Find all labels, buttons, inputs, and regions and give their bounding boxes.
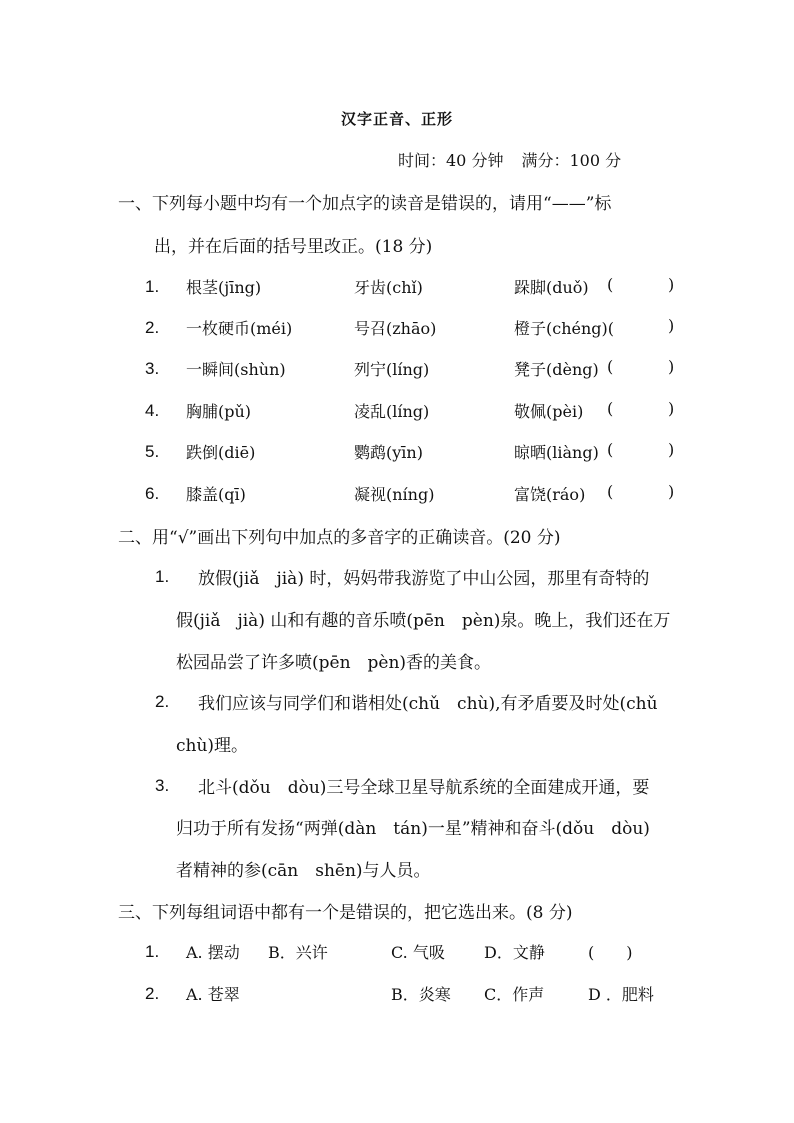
row-number: 2. <box>145 318 160 337</box>
paragraph-line: 松园品尝了许多喷(pēn pèn)香的美食。 <box>176 653 492 673</box>
time-limit: 时间：40 分钟 <box>398 151 504 170</box>
section2-heading: 二、用“√”画出下列句中加点的多音字的正确读音。(20 分) <box>118 528 561 548</box>
word-b: 凝视(níng) <box>354 485 435 504</box>
row-number: 6. <box>145 484 160 503</box>
paragraph-line: 放假(jiǎ jià) 时，妈妈带我游览了中山公园，那里有奇特的 <box>198 569 650 589</box>
full-score: 满分：100 分 <box>521 151 622 170</box>
item-number: 1. <box>155 567 170 586</box>
word-c: 敬佩(pèi) <box>514 402 584 421</box>
option-c: C．作声 <box>484 985 545 1004</box>
answer-bracket-open: ( <box>607 440 614 459</box>
word-b: 凌乱(líng) <box>354 402 430 421</box>
section1-heading-line1: 一、下列每小题中均有一个加点字的读音是错误的，请用“——”标 <box>118 194 612 214</box>
section3-heading: 三、下列每组词语中都有一个是错误的，把它选出来。(8 分) <box>118 903 573 923</box>
word-c: 晾晒(liàng) <box>514 443 599 462</box>
row-number: 2. <box>145 984 160 1003</box>
word-c: 凳子(dèng) <box>514 360 599 379</box>
answer-bracket-close: ) <box>668 316 675 335</box>
answer-bracket-open: ( <box>607 482 614 501</box>
answer-bracket-close: ) <box>668 399 675 418</box>
paragraph-line: 者精神的参(cān shēn)与人员。 <box>176 861 431 881</box>
word-c: 跺脚(duǒ) <box>514 278 589 297</box>
word-b: 牙齿(chǐ) <box>354 278 423 297</box>
answer-bracket-close: ) <box>668 357 675 376</box>
paragraph-line: 北斗(dǒu dòu)三号全球卫星导航系统的全面建成开通，要 <box>198 778 650 798</box>
row-number: 3. <box>145 359 160 378</box>
paragraph-line: chù)理。 <box>176 736 249 756</box>
item-number: 2. <box>155 692 170 711</box>
exam-meta <box>398 148 639 171</box>
paragraph-line: 归功于所有发扬“两弹(dàn tán)一星”精神和奋斗(dǒu dòu) <box>176 819 650 839</box>
word-b: 号召(zhāo) <box>354 319 437 338</box>
word-c: 富饶(ráo) <box>514 485 586 504</box>
word-a: 跌倒(diē) <box>186 443 256 462</box>
answer-bracket-close: ) <box>668 482 675 501</box>
paragraph-line: 我们应该与同学们和谐相处(chǔ chù),有矛盾要及时处(chǔ <box>198 694 658 714</box>
word-c: 橙子(chéng)( <box>514 319 615 338</box>
option-b: B．兴许 <box>268 943 328 962</box>
row-number: 5. <box>145 442 160 461</box>
word-b: 鹦鹉(yīn) <box>354 443 423 462</box>
option-d: D．文静 <box>484 943 545 962</box>
word-a: 一瞬间(shùn) <box>186 360 286 379</box>
word-a: 胸脯(pǔ) <box>186 402 252 421</box>
option-d: D ．肥料 <box>588 985 654 1004</box>
word-a: 一枚硬币(méi) <box>186 319 293 338</box>
page-title: 汉字正音、正形 <box>340 110 453 128</box>
row-number: 4. <box>145 401 160 420</box>
answer-bracket-close: ) <box>668 275 675 294</box>
paragraph-line: 假(jiǎ jià) 山和有趣的音乐喷(pēn pèn)泉。晚上，我们还在万 <box>176 611 671 631</box>
answer-bracket-open: ( <box>607 275 614 294</box>
option-c: C. 气吸 <box>391 943 445 962</box>
section1-heading-line2: 出，并在后面的括号里改正。(18 分) <box>154 237 433 257</box>
answer-bracket-open: ( <box>607 399 614 418</box>
row-number: 1. <box>145 942 160 961</box>
item-number: 3. <box>155 776 170 795</box>
option-a: A. 苍翠 <box>186 985 240 1004</box>
word-b: 列宁(líng) <box>354 360 430 379</box>
option-b: B．炎寒 <box>391 985 451 1004</box>
answer-bracket-open: ( <box>607 357 614 376</box>
answer-bracket-close: ) <box>668 440 675 459</box>
row-number: 1. <box>145 277 160 296</box>
word-a: 根茎(jīng) <box>186 278 262 297</box>
word-a: 膝盖(qī) <box>186 485 246 504</box>
answer-bracket: ( ) <box>588 943 633 962</box>
option-a: A. 摆动 <box>186 943 240 962</box>
